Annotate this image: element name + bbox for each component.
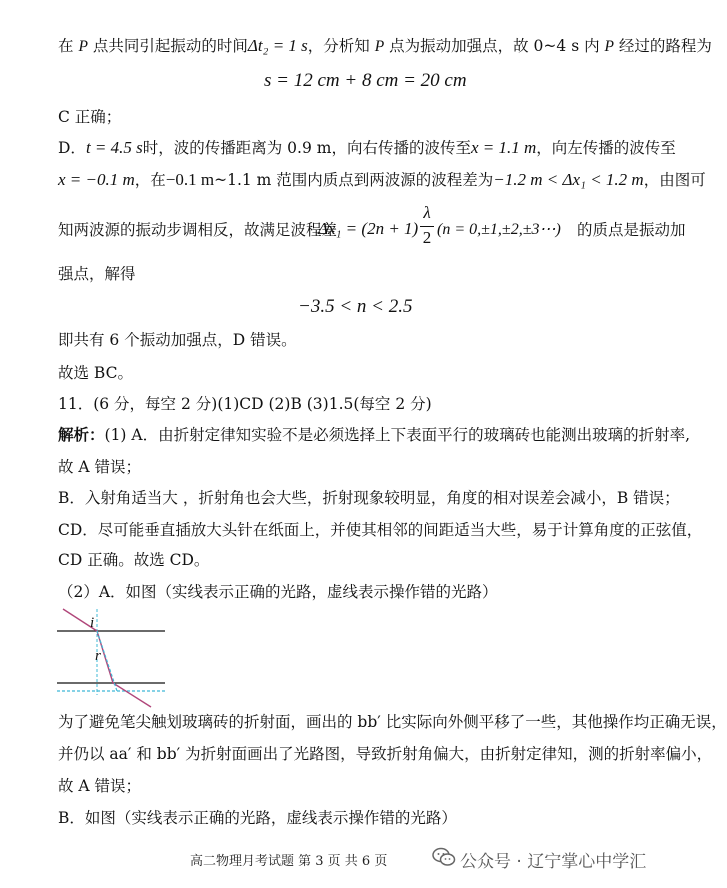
text-d-line-3: 知两波源的振动步调相反，故满足波程差	[58, 221, 338, 239]
equation-distance: s = 12 cm + 8 cm = 20 cm	[264, 70, 467, 91]
text-paragraph-b: 并仍以 aa′ 和 bb′ 为折射面画出了光路图，导致折射角偏大，由折射定律知，测的折射率偏小，	[58, 745, 713, 763]
text-d-line-1: D．t = 4.5 s时，波的传播距离为 0.9 m，向右传播的波传至x = 1.1 m，向左传播的波传至	[58, 138, 676, 157]
text-d-line-2: x = −0.1 m，在−0.1 m~1.1 m 范围内质点到两波源的波程差为−1.2 m < Δx₁ < 1.2 m，由图可	[58, 170, 706, 189]
refraction-diagram	[55, 605, 170, 700]
text-line-1: 在 P 点共同引起振动的时间Δt₂ = 1 s，分析知 P 点为振动加强点，故 0~4 s 内 P 经过的路程为	[58, 36, 712, 55]
emergent-ray	[113, 683, 151, 707]
fraction-numerator: λ	[423, 203, 431, 222]
formula-path-difference: Δx₁ = (2n + 1)	[318, 219, 419, 238]
text-option-cd-1: CD．尽可能垂直插放大头针在纸面上，并使其相邻的间距适当大些，易于计算角度的正弦值，	[58, 521, 703, 539]
equation-n-range: −3.5 < n < 2.5	[298, 296, 413, 317]
fraction-bar	[420, 226, 434, 227]
text-d-line-4: 强点，解得	[58, 265, 136, 283]
text-paragraph-c: 故 A 错误；	[58, 777, 142, 795]
text-choose-bc: 故选 BC。	[58, 364, 133, 382]
text-paragraph-a: 为了避免笔尖触划玻璃砖的折射面，画出的 bb′ 比实际向外侧平移了一些，其他操作均正确无误，	[58, 713, 727, 731]
text-question-11: 11．(6 分，每空 2 分)(1)CD (2)B (3)1.5(每空 2 分)	[58, 395, 432, 413]
wechat-icon	[432, 845, 456, 869]
text-option-cd-2: CD 正确。故选 CD。	[58, 551, 210, 569]
text-analysis-2: 故 A 错误；	[58, 458, 142, 476]
text-option-b2: B．如图（实线表示正确的光路，虚线表示操作错的光路）	[58, 809, 457, 827]
text-d-line-3-end: 的质点是振动加	[577, 221, 686, 239]
text-d-line-5: 即共有 6 个振动加强点，D 错误。	[58, 331, 297, 349]
text-analysis-1: 解析：(1) A．由折射定律知实验不是必须选择上下表面平行的玻璃砖也能测出玻璃的折射率,	[58, 425, 691, 444]
watermark-text: 公众号 · 辽宁掌心中学汇	[460, 852, 647, 872]
formula-condition: (n = 0,±1,±2,±3⋯)	[437, 221, 561, 238]
fraction-denominator: 2	[422, 228, 432, 247]
text-option-b: B．入射角适当大 ，折射角也会大些，折射现象较明显，角度的相对误差会减小，B 错误；	[58, 489, 680, 507]
page-footer: 高二物理月考试题 第 3 页 共 6 页	[190, 854, 388, 869]
text-part-2: （2）A．如图（实线表示正确的光路，虚线表示操作错的光路）	[58, 583, 498, 601]
text-c-correct: C 正确；	[58, 108, 122, 126]
label-refraction-angle: r	[95, 648, 101, 664]
label-incident-angle: i	[90, 615, 95, 631]
